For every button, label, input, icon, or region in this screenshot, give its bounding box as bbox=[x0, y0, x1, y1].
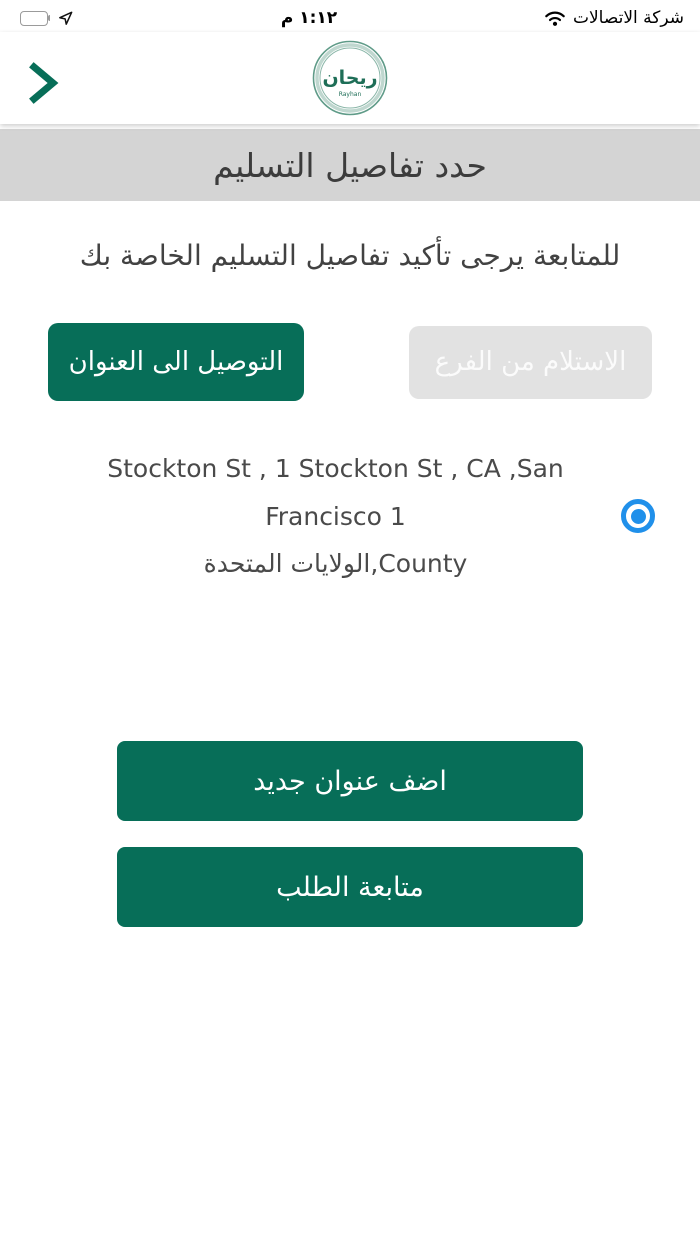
header bbox=[0, 32, 700, 124]
address-line-2: County,الولايات المتحدة bbox=[203, 549, 468, 578]
battery-icon bbox=[16, 10, 50, 26]
status-time: ١:١٢ م bbox=[280, 8, 338, 28]
confirm-subtitle: للمتابعة يرجى تأكيد تفاصيل التسليم الخاصة بك bbox=[79, 239, 621, 272]
carrier-label: شركة الاتصالات bbox=[572, 8, 684, 28]
add-new-address-button[interactable]: اضف عنوان جديد bbox=[117, 741, 583, 821]
address-radio-selected[interactable] bbox=[621, 499, 655, 533]
bottom-actions bbox=[117, 741, 583, 927]
logo-arabic-text: ريحان bbox=[322, 67, 378, 89]
status-bar bbox=[0, 0, 700, 32]
status-left-cluster bbox=[16, 10, 74, 27]
status-right-cluster bbox=[544, 8, 684, 28]
delivery-method-toggle bbox=[0, 323, 700, 401]
section-banner bbox=[0, 129, 700, 201]
logo-latin-text: Rayhan bbox=[338, 91, 362, 98]
app-logo bbox=[311, 39, 389, 117]
address-line-1: Stockton St , 1 Stockton St , CA ,San Francisco 1 bbox=[107, 454, 564, 531]
page-title: حدد تفاصيل التسليم bbox=[213, 145, 487, 185]
continue-order-button[interactable]: متابعة الطلب bbox=[117, 847, 583, 927]
address-text bbox=[40, 445, 621, 588]
wifi-icon bbox=[544, 10, 566, 27]
location-arrow-icon bbox=[57, 10, 74, 27]
address-option-row[interactable] bbox=[0, 445, 700, 588]
back-chevron-icon[interactable] bbox=[25, 62, 61, 104]
deliver-to-address-button[interactable]: التوصيل الى العنوان bbox=[48, 323, 304, 401]
pickup-branch-button[interactable]: الاستلام من الفرع bbox=[409, 326, 652, 399]
